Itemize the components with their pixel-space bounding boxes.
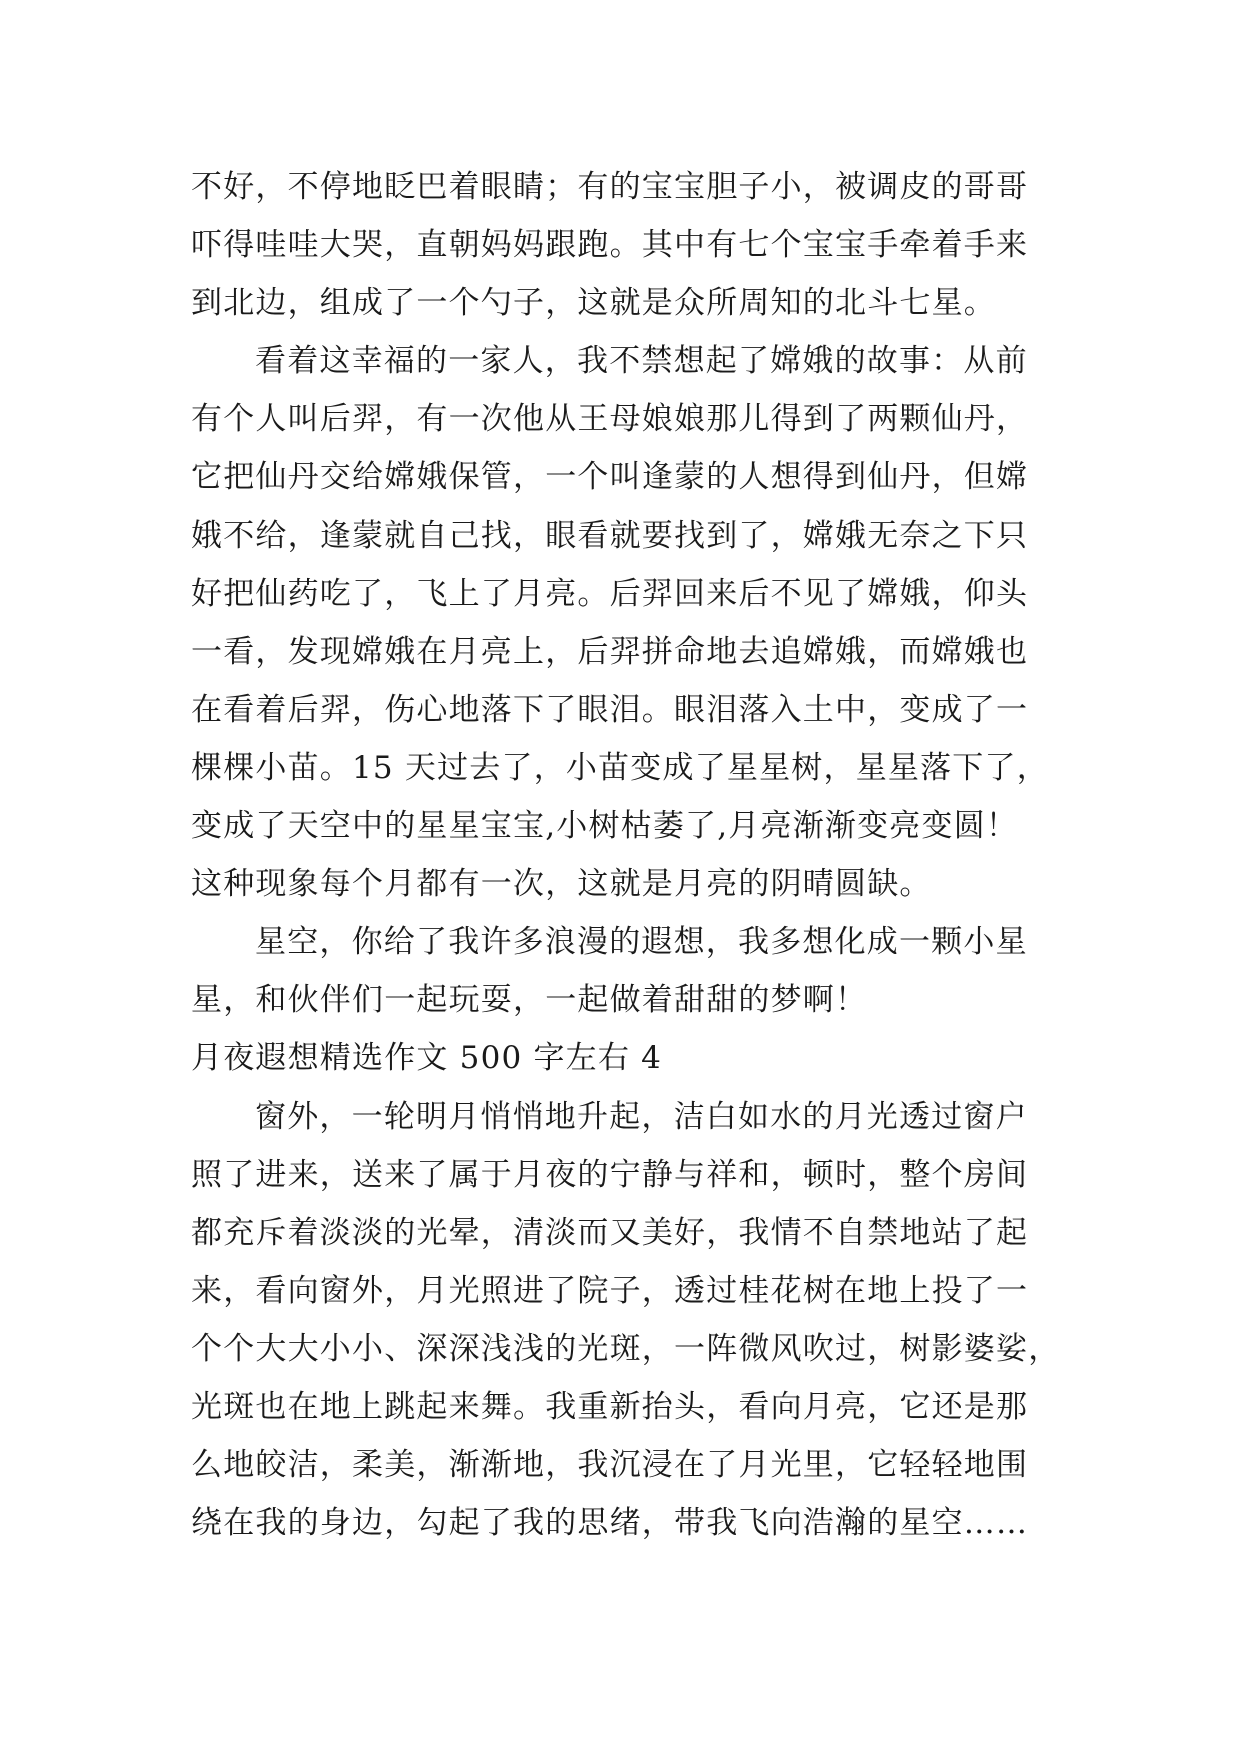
text-line: 到北边，组成了一个勺子，这就是众所周知的北斗七星。 [191, 285, 996, 322]
document-body [191, 158, 1061, 1552]
text-line: 棵棵小苗。15 天过去了，小苗变成了星星树，星星落下了， [191, 749, 1049, 786]
text-line: 在看着后羿，伤心地落下了眼泪。眼泪落入土中，变成了一 [191, 691, 1029, 728]
text-line: 它把仙丹交给嫦娥保管，一个叫逢蒙的人想得到仙丹，但嫦 [191, 459, 1029, 496]
text-line: 这种现象每个月都有一次，这就是月亮的阴晴圆缺。 [191, 866, 932, 903]
text-line: 有个人叫后羿，有一次他从王母娘娘那儿得到了两颗仙丹， [191, 401, 1029, 438]
text-line: 星，和伙伴们一起玩耍，一起做着甜甜的梦啊！ [191, 982, 868, 1019]
text-line: 来，看向窗外，月光照进了院子，透过桂花树在地上投了一 [191, 1272, 1029, 1309]
text-line: 好把仙药吃了，飞上了月亮。后羿回来后不见了嫦娥，仰头 [191, 575, 1029, 612]
paragraph-first-line: 窗外，一轮明月悄悄地升起，洁白如水的月光透过窗户 [255, 1098, 1028, 1135]
text-line: 吓得哇哇大哭，直朝妈妈跟跑。其中有七个宝宝手牵着手来 [191, 227, 1029, 264]
text-line: 娥不给，逢蒙就自己找，眼看就要找到了，嫦娥无奈之下只 [191, 517, 1029, 554]
text-line: 不好，不停地眨巴着眼睛；有的宝宝胆子小，被调皮的哥哥 [191, 169, 1029, 205]
text-line: 照了进来，送来了属于月夜的宁静与祥和，顿时，整个房间 [191, 1156, 1029, 1193]
paragraph-first-line: 星空，你给了我许多浪漫的遐想，我多想化成一颗小星 [255, 924, 1028, 961]
paragraph-first-line: 看着这幸福的一家人，我不禁想起了嫦娥的故事：从前 [255, 343, 1028, 380]
text-line: 变成了天空中的星星宝宝,小树枯萎了,月亮渐渐变亮变圆！ [191, 808, 1019, 845]
text-line: 都充斥着淡淡的光晕，清淡而又美好，我情不自禁地站了起 [191, 1214, 1029, 1251]
text-line: 月夜遐想精选作文 500 字左右 4 [191, 1040, 663, 1077]
text-line: 光斑也在地上跳起来舞。我重新抬头，看向月亮，它还是那 [191, 1388, 1029, 1425]
text-line: 个个大大小小、深深浅浅的光斑，一阵微风吹过，树影婆娑， [191, 1330, 1061, 1367]
text-line: 一看，发现嫦娥在月亮上，后羿拼命地去追嫦娥，而嫦娥也 [191, 633, 1029, 670]
text-line: 么地皎洁，柔美，渐渐地，我沉浸在了月光里，它轻轻地围 [191, 1447, 1029, 1484]
text-line: 绕在我的身边，勾起了我的思绪，带我飞向浩瀚的星空…… [191, 1505, 1029, 1542]
